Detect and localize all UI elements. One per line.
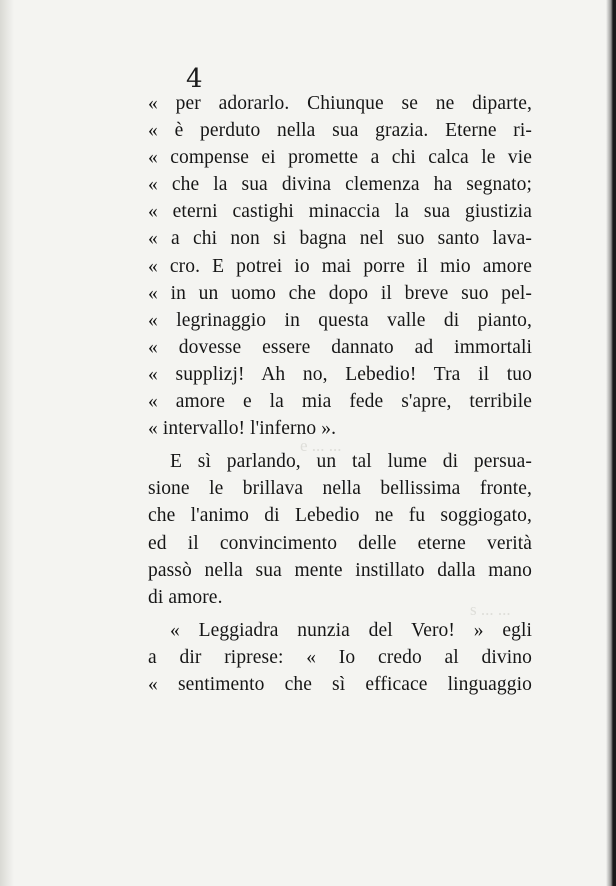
text-line: E sì parlando, un tal lume di persua-: [170, 451, 532, 473]
text-line: « amore e la mia fede s'apre, terribile: [148, 391, 532, 413]
text-line: « supplizj! Ah no, Lebedio! Tra il tuo: [148, 363, 532, 385]
text-line: « cro. E potrei io mai porre il mio amore: [148, 255, 532, 277]
body-text: [148, 90, 532, 698]
page-edge: [606, 0, 616, 886]
bleed-through-text: e ... ...: [300, 436, 342, 455]
text-line: a dir riprese: « Io credo al divino: [148, 646, 532, 668]
text-line: « compense ei promette a chi calca le vie: [148, 147, 532, 169]
bleed-through-text: s ... ...: [470, 600, 511, 619]
text-line: di amore.: [148, 586, 223, 608]
text-line: « eterni castighi minaccia la sua giustizia: [148, 201, 532, 223]
page-number: 4: [186, 64, 203, 94]
text-line: « a chi non si bagna nel suo santo lava-: [148, 228, 532, 250]
text-line: « legrinaggio in questa valle di pianto,: [148, 309, 532, 331]
text-line: che l'animo di Lebedio ne fu soggiogato,: [148, 505, 532, 527]
text-line: sione le brillava nella bellissima fronte,: [148, 478, 532, 500]
text-line: « sentimento che sì efficace linguaggio: [148, 673, 532, 695]
text-line: « è perduto nella sua grazia. Eterne ri-: [148, 120, 532, 142]
spine-shadow: [0, 0, 14, 886]
text-line: « Leggiadra nunzia del Vero! » egli: [170, 619, 532, 641]
text-line: « in un uomo che dopo il breve suo pel-: [148, 282, 532, 304]
text-line: « che la sua divina clemenza ha segnato;: [148, 174, 532, 196]
text-line: ed il convincimento delle eterne verità: [148, 532, 532, 554]
text-line: « per adorarlo. Chiunque se ne diparte,: [148, 93, 532, 114]
text-line: « dovesse essere dannato ad immortali: [148, 336, 532, 358]
text-line: « intervallo! l'inferno ».: [148, 418, 337, 440]
text-line: passò nella sua mente instillato dalla mano: [148, 559, 532, 581]
